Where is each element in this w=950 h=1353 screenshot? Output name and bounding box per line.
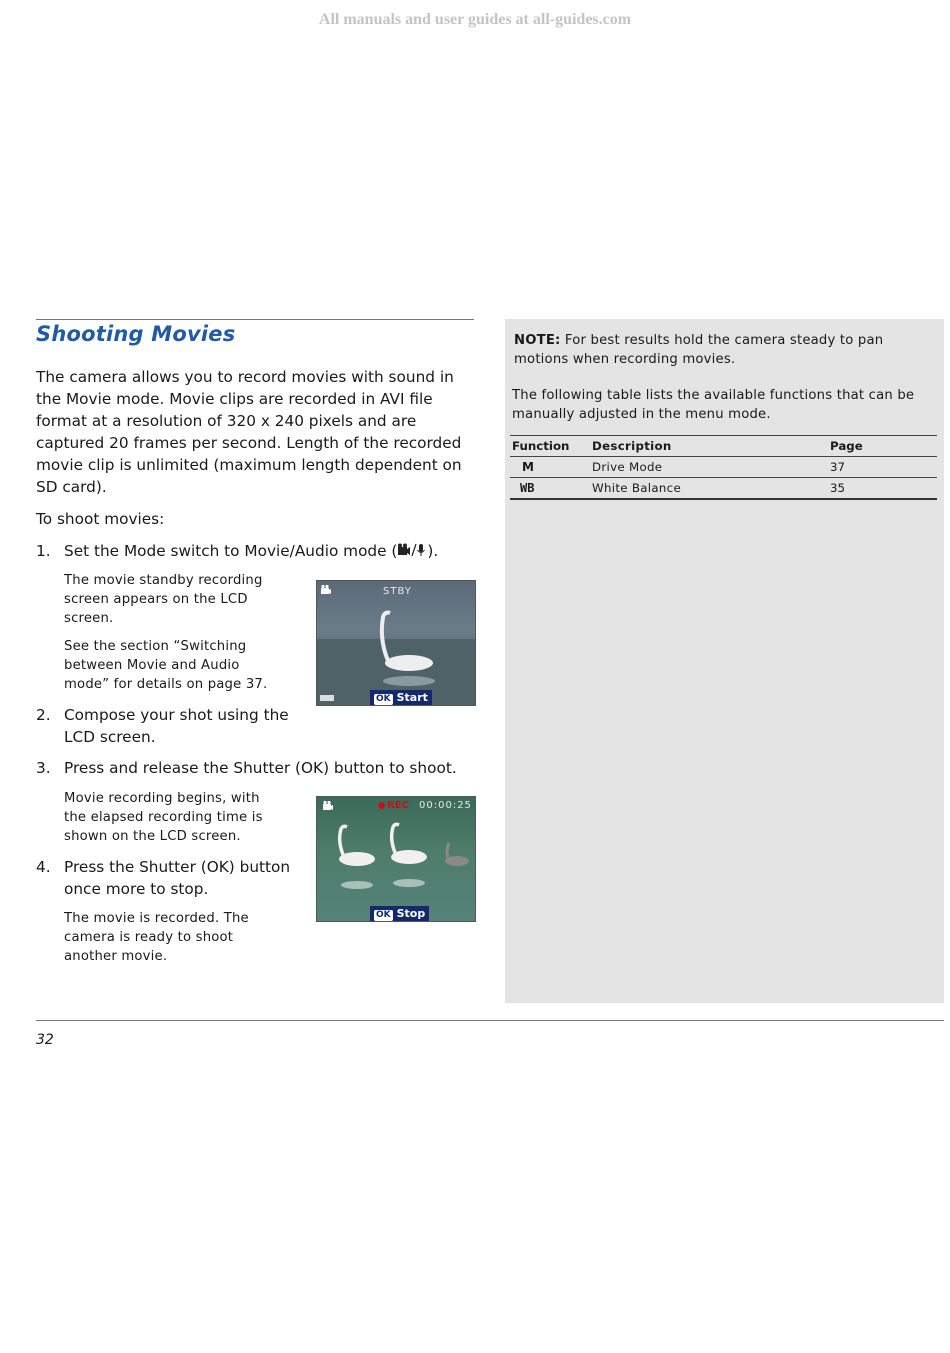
standby-status: STBY — [383, 586, 412, 597]
note-line: The movie is recorded. The — [64, 911, 249, 926]
drive-mode-icon: M — [522, 460, 534, 474]
table-intro: The following table lists the available functions that can be manually adjusted in the menu mode. — [512, 388, 915, 422]
rec-dot-icon — [378, 802, 385, 809]
note-box — [514, 331, 924, 369]
step-text — [64, 540, 438, 562]
step-2 — [36, 704, 316, 748]
start-label: Start — [396, 691, 428, 704]
step-text: Press and release the Shutter (OK) button to shoot. — [64, 759, 457, 777]
header-function: Function — [512, 439, 570, 453]
movie-mode-icon — [320, 584, 332, 594]
footer-rule — [36, 1020, 944, 1021]
step-number: 4. — [36, 858, 51, 876]
watermark: All manuals and user guides at all-guides.com — [318, 11, 632, 28]
step-line: Press the Shutter (OK) button — [64, 858, 291, 876]
note-line: screen. — [64, 611, 114, 626]
table-row — [510, 478, 937, 500]
step1-note-b — [64, 637, 267, 694]
to-shoot-label: To shoot movies: — [36, 510, 165, 528]
lcd-standby-screen — [316, 580, 476, 706]
step-number: 2. — [36, 706, 51, 724]
elapsed-time: 00:00:25 — [419, 800, 472, 811]
lcd-recording-screen — [316, 796, 476, 922]
white-balance-icon: WB — [520, 481, 535, 495]
row-description: Drive Mode — [592, 460, 663, 474]
step-1 — [36, 540, 476, 562]
battery-icon — [320, 695, 334, 701]
header-page: Page — [830, 439, 863, 453]
table-header-row — [510, 435, 937, 457]
ok-badge: OK — [376, 910, 391, 920]
swan-photo — [317, 581, 475, 705]
row-page: 35 — [830, 481, 846, 495]
step-text — [64, 704, 289, 748]
page-title: Shooting Movies — [36, 322, 236, 346]
rec-label: REC — [387, 800, 409, 811]
step-3 — [36, 757, 476, 779]
note-line: the elapsed recording time is — [64, 810, 263, 825]
row-page: 37 — [830, 460, 846, 474]
ok-badge: OK — [376, 694, 391, 704]
functions-table — [510, 435, 937, 500]
step-4 — [36, 856, 316, 900]
step-text-before: Set the Mode switch to Movie/Audio mode ( — [64, 542, 398, 560]
step-line: once more to stop. — [64, 880, 209, 898]
stop-label: Stop — [396, 907, 426, 920]
row-description: White Balance — [592, 481, 682, 495]
note-line: screen appears on the LCD — [64, 592, 248, 607]
intro-paragraph: The camera allows you to record movies with sound in the Movie mode. Movie clips are recorded in AVI file format at a resolution of 320 x 240 pixels and are captured 20 frames per second. Length of the recorded movie clip is unlimited (maximum length dependent on SD card). — [36, 368, 462, 496]
note-line: shown on the LCD screen. — [64, 829, 241, 844]
step-number: 1. — [36, 542, 51, 560]
note-line: The movie standby recording — [64, 573, 263, 588]
ok-start-bar — [370, 690, 432, 705]
header-rule — [36, 319, 474, 320]
note-line: See the section “Switching — [64, 639, 247, 654]
header-description: Description — [592, 439, 672, 453]
step1-note-a — [64, 571, 263, 628]
step4-note — [64, 909, 249, 966]
step-line: LCD screen. — [64, 728, 156, 746]
note-line: Movie recording begins, with — [64, 791, 260, 806]
table-row — [510, 457, 937, 478]
ok-stop-bar — [370, 906, 429, 921]
note-text: For best results hold the camera steady to pan motions when recording movies. — [514, 333, 884, 367]
movie-mode-icon — [322, 800, 334, 810]
note-line: camera is ready to shoot — [64, 930, 234, 945]
movie-audio-mode-icon — [397, 543, 427, 557]
page-number: 32 — [36, 1032, 54, 1048]
note-line: between Movie and Audio — [64, 658, 240, 673]
step-text — [64, 856, 290, 900]
step-line: Compose your shot using the — [64, 706, 289, 724]
step3-note — [64, 789, 263, 846]
note-label: NOTE: — [514, 333, 561, 348]
step-text-after: ). — [427, 542, 439, 560]
swans-photo — [317, 797, 475, 921]
note-line: mode” for details on page 37. — [64, 677, 268, 692]
step-number: 3. — [36, 759, 51, 777]
note-line: another movie. — [64, 949, 168, 964]
